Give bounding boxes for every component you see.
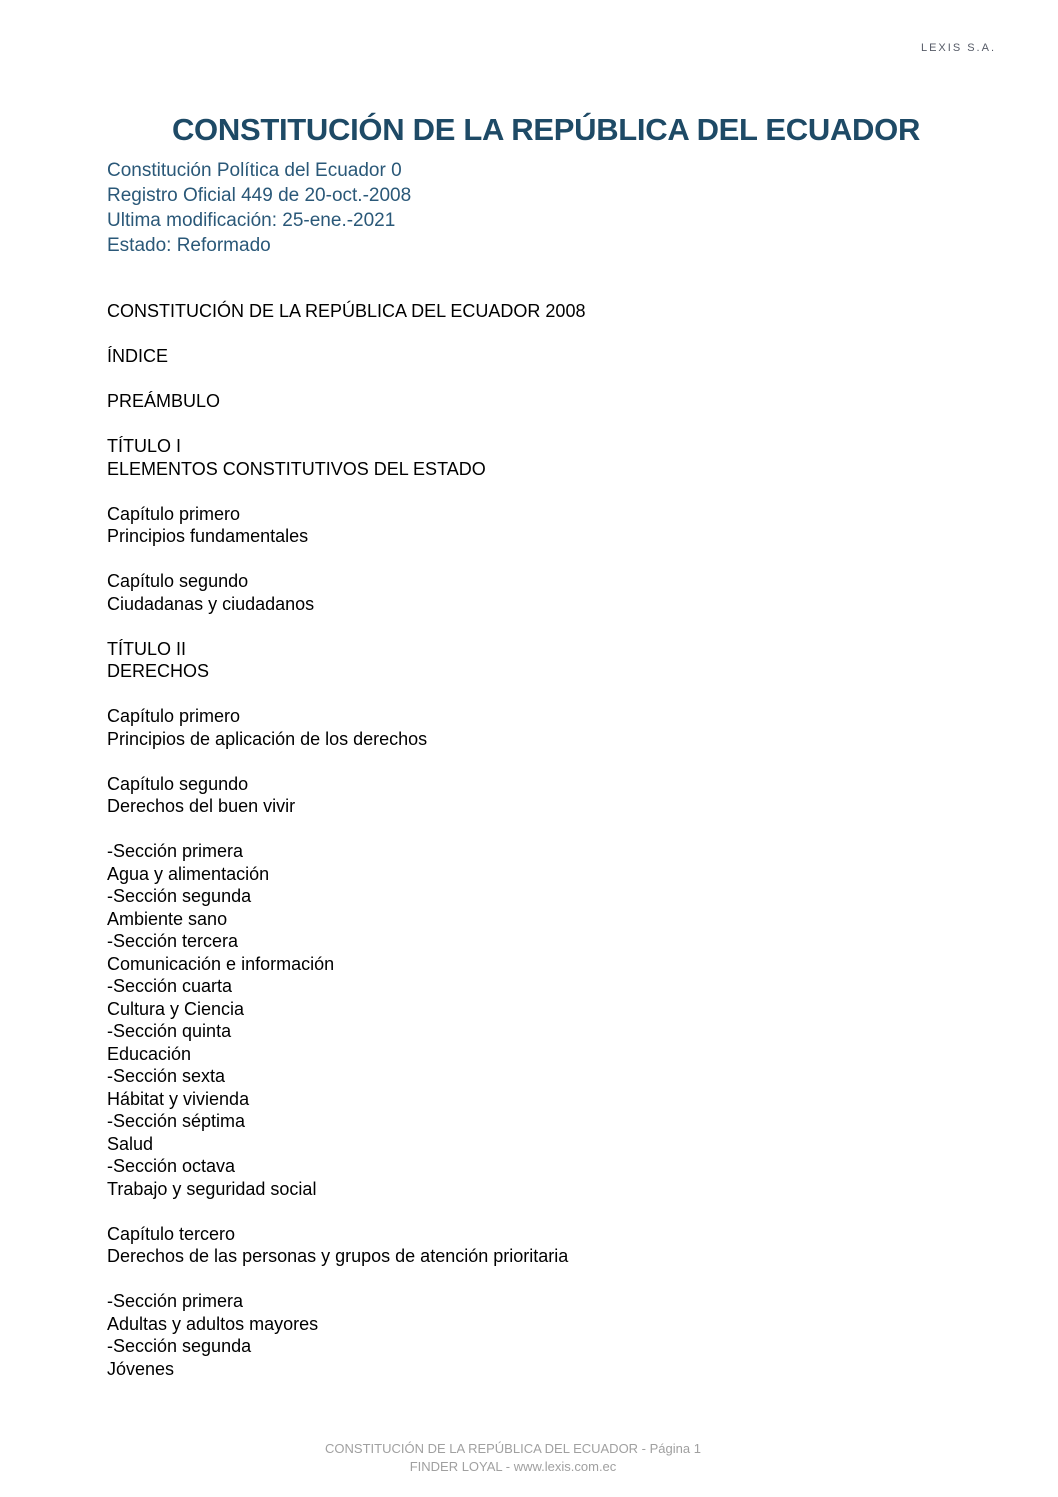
index-line: DERECHOS bbox=[107, 661, 210, 681]
document-metadata bbox=[107, 158, 411, 258]
index-line: TÍTULO II bbox=[107, 638, 187, 659]
index-line: -Sección tercera bbox=[107, 931, 239, 951]
index-block bbox=[107, 638, 585, 683]
index-line: -Sección primera bbox=[107, 1291, 244, 1311]
index-line: Educación bbox=[107, 1043, 192, 1064]
page-footer bbox=[0, 1440, 1026, 1476]
index-line: Capítulo segundo bbox=[107, 773, 249, 794]
index-line: Capítulo segundo bbox=[107, 571, 249, 591]
index-line: -Sección segunda bbox=[107, 1336, 252, 1356]
footer-page-label: CONSTITUCIÓN DE LA REPÚBLICA DEL ECUADOR - Página 1 bbox=[325, 1441, 701, 1456]
index-block bbox=[107, 390, 585, 413]
index-line: Principios fundamentales bbox=[107, 526, 309, 546]
index-line: Derechos del buen vivir bbox=[107, 796, 296, 816]
index-block bbox=[107, 300, 585, 323]
index-line: ELEMENTOS CONSTITUTIVOS DEL ESTADO bbox=[107, 458, 486, 479]
index-line: Ambiente sano bbox=[107, 908, 228, 929]
index-line: -Sección sexta bbox=[107, 1066, 226, 1086]
index-block bbox=[107, 773, 585, 818]
index-line: TÍTULO I bbox=[107, 436, 182, 456]
index-line: -Sección quinta bbox=[107, 1021, 232, 1041]
index-line: Jóvenes bbox=[107, 1358, 175, 1379]
index-line: Capítulo primero bbox=[107, 503, 241, 524]
index-block bbox=[107, 705, 585, 750]
index-block bbox=[107, 1223, 585, 1268]
meta-registry: Registro Oficial 449 de 20-oct.-2008 bbox=[107, 185, 412, 206]
index-block bbox=[107, 570, 585, 615]
footer-site-label: FINDER LOYAL - www.lexis.com.ec bbox=[409, 1459, 617, 1474]
index-block bbox=[107, 840, 585, 1200]
index-line: Salud bbox=[107, 1133, 154, 1154]
index-line: -Sección primera bbox=[107, 841, 244, 861]
index-line: Principios de aplicación de los derechos bbox=[107, 728, 428, 749]
index-line: CONSTITUCIÓN DE LA REPÚBLICA DEL ECUADOR 2008 bbox=[107, 301, 586, 321]
meta-status: Estado: Reformado bbox=[107, 235, 271, 256]
index-line: -Sección séptima bbox=[107, 1111, 246, 1131]
index-line: Adultas y adultos mayores bbox=[107, 1313, 319, 1334]
index-line: -Sección cuarta bbox=[107, 976, 233, 996]
index-line: PREÁMBULO bbox=[107, 391, 221, 411]
index-line: Ciudadanas y ciudadanos bbox=[107, 593, 315, 614]
index-line: ÍNDICE bbox=[107, 346, 169, 366]
index-line: Agua y alimentación bbox=[107, 863, 270, 884]
index-line: Hábitat y vivienda bbox=[107, 1088, 250, 1109]
index-block bbox=[107, 503, 585, 548]
index-line: -Sección octava bbox=[107, 1156, 236, 1176]
meta-last-modified: Ultima modificación: 25-ene.-2021 bbox=[107, 210, 396, 231]
index-line: Capítulo primero bbox=[107, 706, 241, 726]
index-block bbox=[107, 345, 585, 368]
publisher-label: LEXIS S.A. bbox=[920, 42, 996, 54]
index-line: Capítulo tercero bbox=[107, 1223, 236, 1244]
index-block bbox=[107, 435, 585, 480]
index-body bbox=[107, 300, 585, 1403]
document-title: CONSTITUCIÓN DE LA REPÚBLICA DEL ECUADOR bbox=[171, 112, 921, 147]
index-line: Derechos de las personas y grupos de atención prioritaria bbox=[107, 1246, 569, 1266]
index-line: Cultura y Ciencia bbox=[107, 998, 245, 1019]
index-line: Comunicación e información bbox=[107, 953, 335, 974]
index-line: -Sección segunda bbox=[107, 886, 252, 906]
index-line: Trabajo y seguridad social bbox=[107, 1178, 317, 1199]
index-block bbox=[107, 1290, 585, 1380]
meta-type: Constitución Política del Ecuador 0 bbox=[107, 160, 402, 181]
